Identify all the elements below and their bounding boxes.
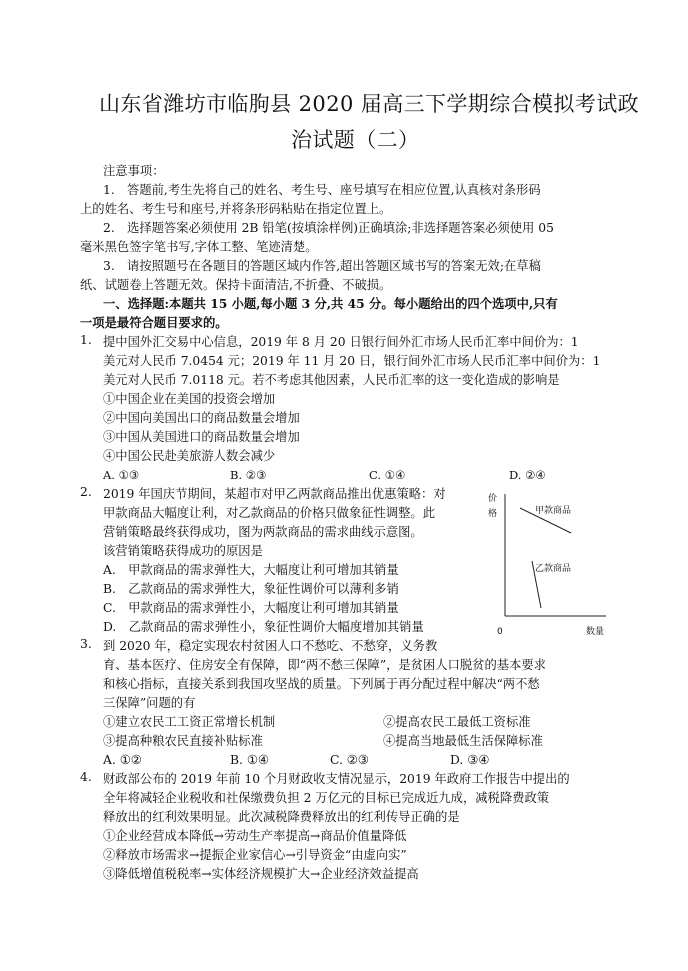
- series-jia-label: 甲款商品: [535, 506, 572, 516]
- note-3-line1: 3. 请按照题号在各题目的答题区域内作答,超出答题区域书写的答案无效;在草稿: [103, 259, 541, 273]
- question-2-line3: 营销策略最终获得成功，图为两款商品的需求曲线示意图。: [103, 525, 423, 539]
- question-1-choice-b: B. ②③: [230, 468, 267, 482]
- question-1-line2: 美元对人民币 7.0454 元；2019 年 11 月 20 日，银行间外汇市场人民币汇率中间价为：1: [103, 354, 601, 368]
- question-1-choice-c: C. ①④: [369, 468, 406, 482]
- question-2-line1: 2019 年国庆节期间，某超市对甲乙两款商品推出优惠策略：对: [103, 487, 446, 501]
- question-1-line1: 提中国外汇交易中心信息，2019 年 8 月 20 日银行间外汇市场人民币汇率中间价为：1: [103, 335, 579, 349]
- question-3-line4: 三保障”问题的有: [103, 696, 196, 710]
- question-1-choice-a: A. ①③: [103, 468, 140, 482]
- question-2-line4: 该营销策略获得成功的原因是: [103, 544, 263, 558]
- question-4-number: 4.: [80, 770, 92, 784]
- section-heading-line2: 一项是最符合题目要求的。: [80, 315, 228, 330]
- question-3-option-3: ③提高种粮农民直接补贴标准: [103, 734, 263, 748]
- question-2-choice-c: C. 甲款商品的需求弹性小，大幅度让利可增加其销量: [103, 601, 399, 615]
- y-axis-label-char1: 价: [488, 494, 498, 504]
- question-3-option-4: ④提高当地最低生活保障标准: [383, 734, 543, 748]
- x-axis-label: 数量: [586, 627, 605, 637]
- question-4-line1: 财政部公布的 2019 年前 10 个月财政收支情况显示，2019 年政府工作报告中提出的: [103, 772, 570, 786]
- note-3-line2: 纸、试题卷上答题无效。保持卡面清洁,不折叠、不破损。: [80, 278, 392, 292]
- question-2-line2: 甲款商品大幅度让利，对乙款商品的价格只做象征性调整。此: [103, 506, 436, 520]
- page-title-line2: 治试题（二）: [291, 128, 420, 152]
- question-1-number: 1.: [80, 333, 92, 347]
- note-2-line1: 2. 选择题答案必须使用 2B 铅笔(按填涂样例)正确填涂;非选择题答案必须使用 05: [103, 221, 554, 235]
- question-3-choice-d: D. ③④: [450, 753, 490, 767]
- demand-curve-diagram: [488, 486, 613, 641]
- question-3-choice-c: C. ②③: [330, 753, 369, 767]
- page-title-line1: 山东省潍坊市临朐县 2020 届高三下学期综合模拟考试政: [99, 92, 639, 116]
- question-2-choice-d: D. 乙款商品的需求弹性小，象征性调价大幅度增加其销量: [103, 620, 424, 634]
- question-4-option-3: ③降低增值税税率→实体经济规模扩大→企业经济效益提高: [103, 867, 419, 881]
- question-4-line3: 释放出的红利效果明显。此次减税降费释放出的红利传导正确的是: [103, 810, 460, 824]
- question-1-option-3: ③中国从美国进口的商品数量会增加: [103, 430, 300, 444]
- question-1-option-2: ②中国向美国出口的商品数量会增加: [103, 411, 300, 425]
- question-3-number: 3.: [80, 637, 92, 651]
- note-2-line2: 毫米黑色签字笔书写,字体工整、笔迹清楚。: [80, 240, 318, 254]
- question-4-line2: 全年将减轻企业税收和社保缴费负担 2 万亿元的目标已完成近九成，减税降费政策: [103, 791, 550, 805]
- demand-curve-svg: [488, 486, 613, 641]
- question-1-choice-d: D. ②④: [509, 468, 546, 482]
- question-2-choice-b: B. 乙款商品的需求弹性大，象征性调价可以薄利多销: [103, 582, 399, 596]
- question-3-choice-a: A. ①②: [103, 753, 142, 767]
- question-2-number: 2.: [80, 485, 92, 499]
- question-2-choice-a: A. 甲款商品的需求弹性大，大幅度让利可增加其销量: [103, 563, 399, 577]
- question-3-line3: 和核心指标，直接关系到我国攻坚战的质量。下列属于再分配过程中解决“两不愁: [103, 677, 540, 691]
- section-heading-line1: 一、选择题:本题共 15 小题,每小题 3 分,共 45 分。每小题给出的四个选项中,只有: [103, 296, 558, 311]
- series-yi-label: 乙款商品: [535, 564, 572, 574]
- notes-heading: 注意事项：: [103, 164, 165, 178]
- question-4-option-2: ②释放市场需求→提振企业家信心→引导资金“由虚向实”: [103, 848, 407, 862]
- note-1-line1: 1. 答题前,考生先将自己的姓名、考生号、座号填写在相应位置,认真核对条形码: [103, 183, 541, 197]
- question-4-option-1: ①企业经营成本降低→劳动生产率提高→商品价值量降低: [103, 829, 407, 843]
- question-1-option-4: ④中国公民赴美旅游人数会减少: [103, 449, 276, 463]
- question-1-line3: 美元对人民币 7.0118 元。若不考虑其他因素，人民币汇率的这一变化造成的影响是: [103, 373, 560, 387]
- question-1-option-1: ①中国企业在美国的投资会增加: [103, 392, 276, 406]
- question-3-choice-b: B. ①④: [230, 753, 269, 767]
- origin-label: 0: [497, 627, 503, 637]
- y-axis-label-char2: 格: [488, 509, 498, 519]
- note-1-line2: 上的姓名、考生号和座号,并将条形码粘贴在指定位置上。: [80, 202, 392, 216]
- question-3-line1: 到 2020 年，稳定实现农村贫困人口不愁吃、不愁穿，义务教: [103, 639, 438, 653]
- question-3-line2: 育、基本医疗、住房安全有保障，即“两不愁三保障”，是贫困人口脱贫的基本要求: [103, 658, 546, 672]
- question-3-option-2: ②提高农民工最低工资标准: [383, 715, 531, 729]
- question-3-option-1: ①建立农民工工资正常增长机制: [103, 715, 276, 729]
